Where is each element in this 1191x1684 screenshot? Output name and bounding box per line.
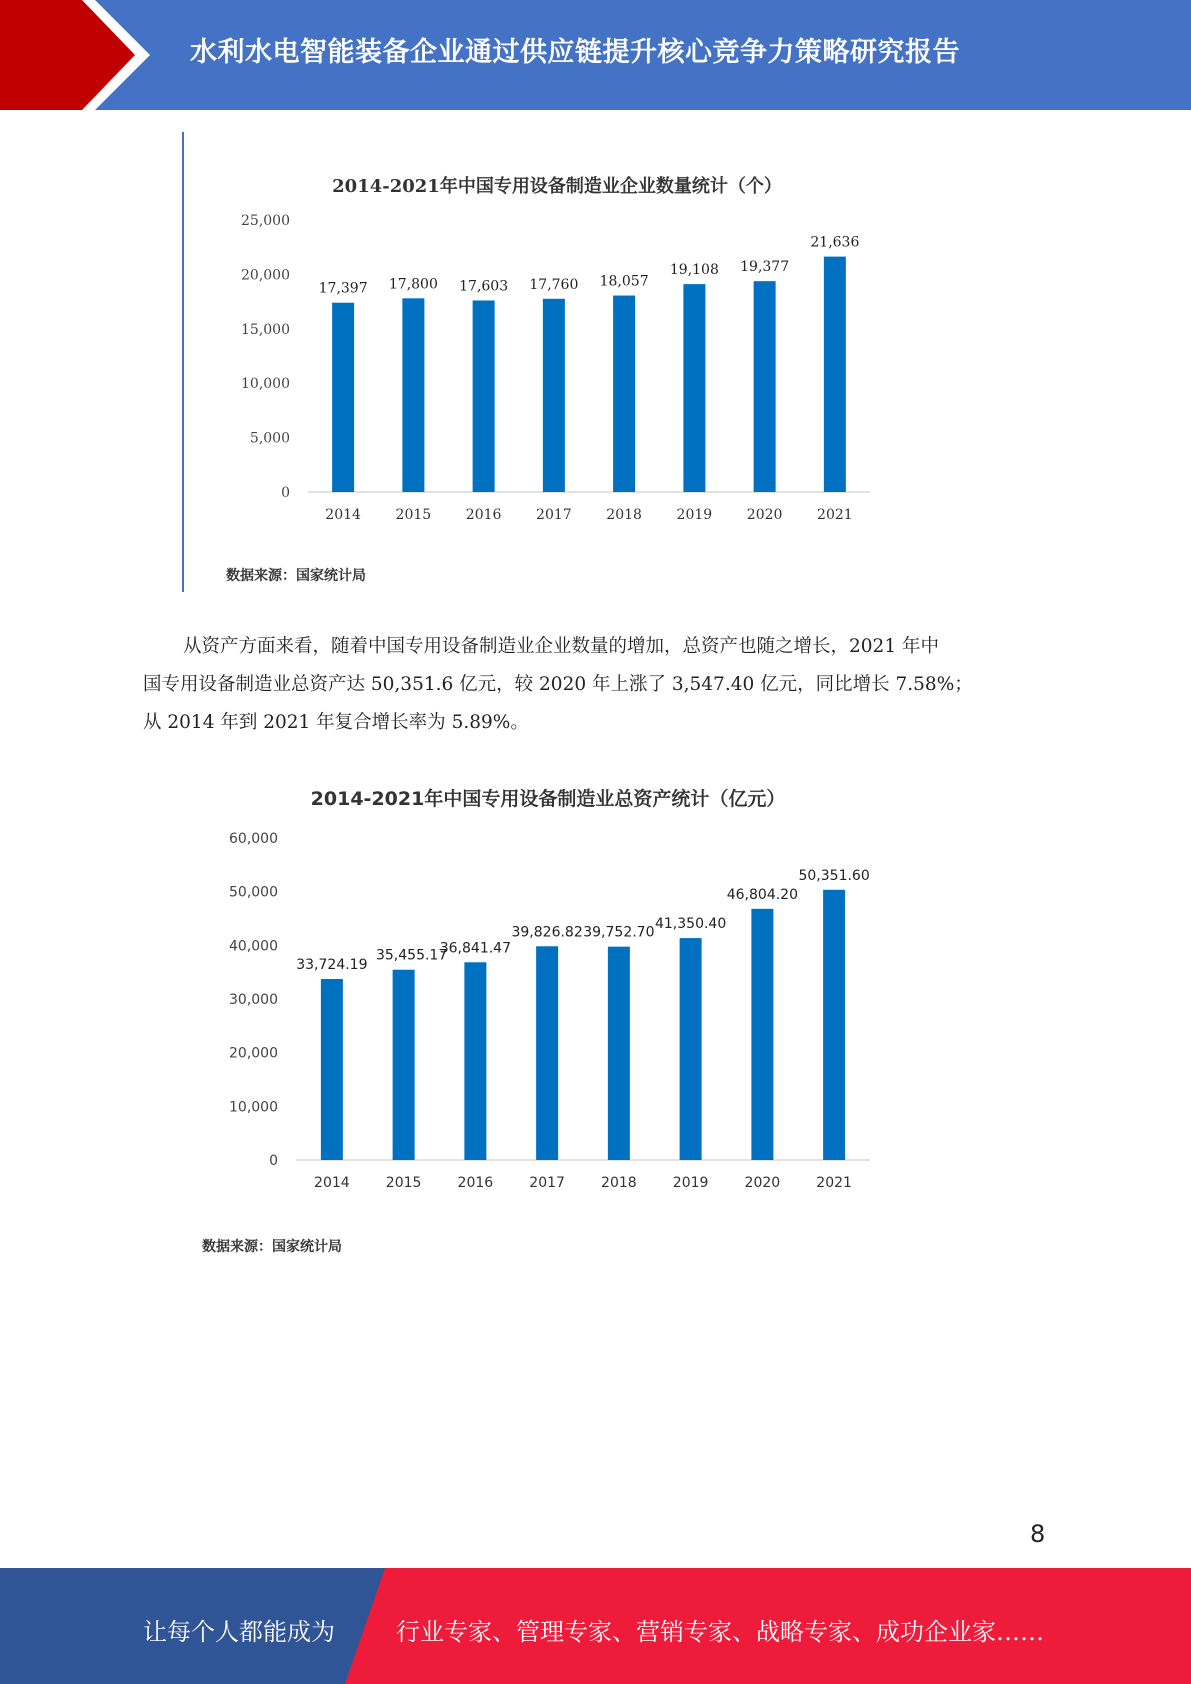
x-tick-label: 2019 xyxy=(676,507,713,523)
data-label-2021: 21,636 xyxy=(810,234,860,251)
y-tick-label: 25,000 xyxy=(241,213,290,229)
y-tick-label: 40,000 xyxy=(229,938,278,955)
x-tick-label: 2020 xyxy=(746,507,783,523)
x-tick-label: 2016 xyxy=(465,507,502,523)
bar-2016 xyxy=(464,962,486,1160)
y-tick-label: 10,000 xyxy=(229,1099,278,1116)
bar-2019 xyxy=(680,938,702,1160)
x-tick-label: 2015 xyxy=(385,1175,422,1191)
data-label-2015: 17,800 xyxy=(388,276,438,293)
footer-slogan-right: 行业专家、管理专家、营销专家、战略专家、成功企业家…… xyxy=(396,1618,1044,1646)
data-label-2018: 39,752.70 xyxy=(583,924,655,941)
bar-2018 xyxy=(608,947,630,1160)
x-tick-label: 2018 xyxy=(606,507,642,523)
bar-2014 xyxy=(321,979,343,1160)
y-tick-label: 50,000 xyxy=(229,884,278,901)
data-label-2018: 18,057 xyxy=(599,273,649,290)
y-tick-label: 0 xyxy=(269,1153,278,1169)
data-label-2020: 19,377 xyxy=(740,259,790,276)
data-label-2019: 41,350.40 xyxy=(654,916,727,933)
chart1-source: 数据来源：国家统计局 xyxy=(226,568,366,584)
body-line-3: 从 2014 年到 2021 年复合增长率为 5.89%。 xyxy=(143,712,529,733)
x-tick-label: 2017 xyxy=(536,507,572,523)
data-label-2016: 17,603 xyxy=(459,278,509,295)
y-tick-label: 20,000 xyxy=(241,267,290,284)
data-label-2020: 46,804.20 xyxy=(726,886,799,903)
chart-title: 2014-2021年中国专用设备制造业企业数量统计（个） xyxy=(332,176,782,197)
data-label-2017: 39,826.82 xyxy=(511,924,583,941)
data-label-2016: 36,841.47 xyxy=(439,940,512,957)
x-tick-label: 2020 xyxy=(744,1175,781,1191)
bar-2017 xyxy=(536,946,558,1160)
data-label-2014: 33,724.19 xyxy=(296,957,368,974)
bar-2021 xyxy=(823,890,845,1160)
data-label-2019: 19,108 xyxy=(669,262,719,279)
bar-2015 xyxy=(393,970,415,1160)
x-tick-label: 2018 xyxy=(601,1175,637,1191)
data-label-2015: 35,455.17 xyxy=(375,947,448,964)
report-title: 水利水电智能装备企业通过供应链提升核心竞争力策略研究报告 xyxy=(190,37,960,68)
page-footer xyxy=(0,1568,1191,1684)
y-tick-label: 30,000 xyxy=(229,992,278,1008)
x-tick-label: 2019 xyxy=(672,1175,709,1191)
y-tick-label: 0 xyxy=(281,485,290,501)
body-line-1: 从资产方面来看，随着中国专用设备制造业企业数量的增加，总资产也随之增长，2021 年中 xyxy=(183,636,939,657)
chart2-source: 数据来源：国家统计局 xyxy=(202,1239,342,1255)
x-tick-label: 2015 xyxy=(395,507,432,523)
y-tick-label: 20,000 xyxy=(229,1045,278,1062)
data-label-2014: 17,397 xyxy=(318,280,368,297)
y-tick-label: 15,000 xyxy=(241,321,290,338)
y-tick-label: 10,000 xyxy=(241,376,290,393)
footer-slogan-left: 让每个人都能成为 xyxy=(143,1618,335,1646)
x-tick-label: 2021 xyxy=(817,507,853,523)
page-number: 8 xyxy=(1030,1520,1046,1548)
y-tick-label: 60,000 xyxy=(229,831,278,847)
x-tick-label: 2014 xyxy=(314,1175,350,1191)
data-label-2017: 17,760 xyxy=(529,276,579,293)
bar-2020 xyxy=(751,909,773,1160)
x-tick-label: 2017 xyxy=(529,1175,565,1191)
chart-title: 2014-2021年中国专用设备制造业总资产统计（亿元） xyxy=(310,788,786,810)
x-tick-label: 2021 xyxy=(816,1175,852,1191)
x-tick-label: 2014 xyxy=(325,507,361,523)
body-line-2: 国专用设备制造业总资产达 50,351.6 亿元，较 2020 年上涨了 3,547.40 亿元，同比增长 7.58%； xyxy=(143,674,973,695)
y-tick-label: 5,000 xyxy=(249,430,290,447)
x-tick-label: 2016 xyxy=(457,1175,494,1191)
data-label-2021: 50,351.60 xyxy=(798,867,870,884)
